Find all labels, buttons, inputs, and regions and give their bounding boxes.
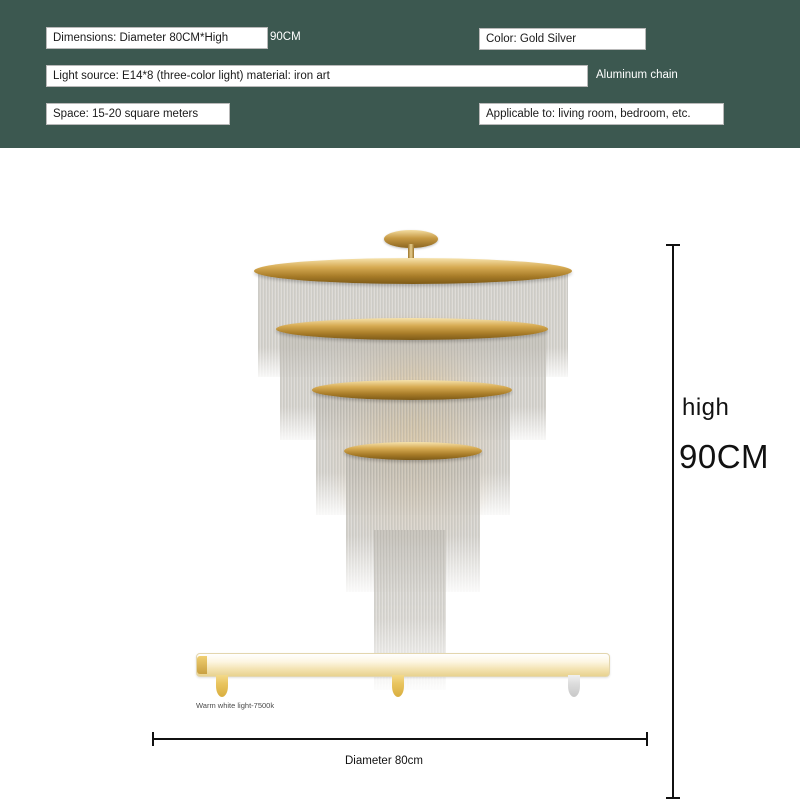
- gold-tier-3: [312, 380, 512, 400]
- bulb-icon-3: [568, 675, 580, 697]
- product-image-area: [0, 148, 800, 800]
- diameter-dimension-cap-left: [152, 732, 154, 746]
- height-dimension-cap-bottom: [666, 797, 680, 799]
- gold-tier-1: [254, 258, 572, 284]
- light-bar: [196, 653, 610, 677]
- height-label: high: [682, 394, 730, 421]
- height-dimension-line: [672, 244, 674, 799]
- height-dimension-cap-top: [666, 244, 680, 246]
- spec-space: Space: 15-20 square meters: [46, 103, 230, 125]
- light-bar-sample: [196, 653, 616, 713]
- spec-dimensions: Dimensions: Diameter 80CM*High: [46, 27, 268, 49]
- light-bar-cap: [197, 656, 207, 674]
- spec-dimensions-tail: 90CM: [270, 31, 301, 43]
- spec-applicable: Applicable to: living room, bedroom, etc.: [479, 103, 724, 125]
- bulb-icon-1: [216, 675, 228, 697]
- light-bar-caption: Warm white light-7500k: [196, 701, 275, 710]
- header-band: [0, 0, 800, 148]
- diameter-dimension-line: [152, 738, 648, 740]
- spec-color: Color: Gold Silver: [479, 28, 646, 50]
- diameter-dimension-cap-right: [646, 732, 648, 746]
- spec-chain-material: Aluminum chain: [596, 69, 678, 81]
- spec-light-source: Light source: E14*8 (three-color light) material: iron art: [46, 65, 588, 87]
- gold-tier-4: [344, 442, 482, 460]
- diameter-label: Diameter 80cm: [345, 755, 423, 767]
- bulb-icon-2: [392, 675, 404, 697]
- gold-tier-2: [276, 318, 548, 340]
- height-value: 90CM: [679, 438, 770, 475]
